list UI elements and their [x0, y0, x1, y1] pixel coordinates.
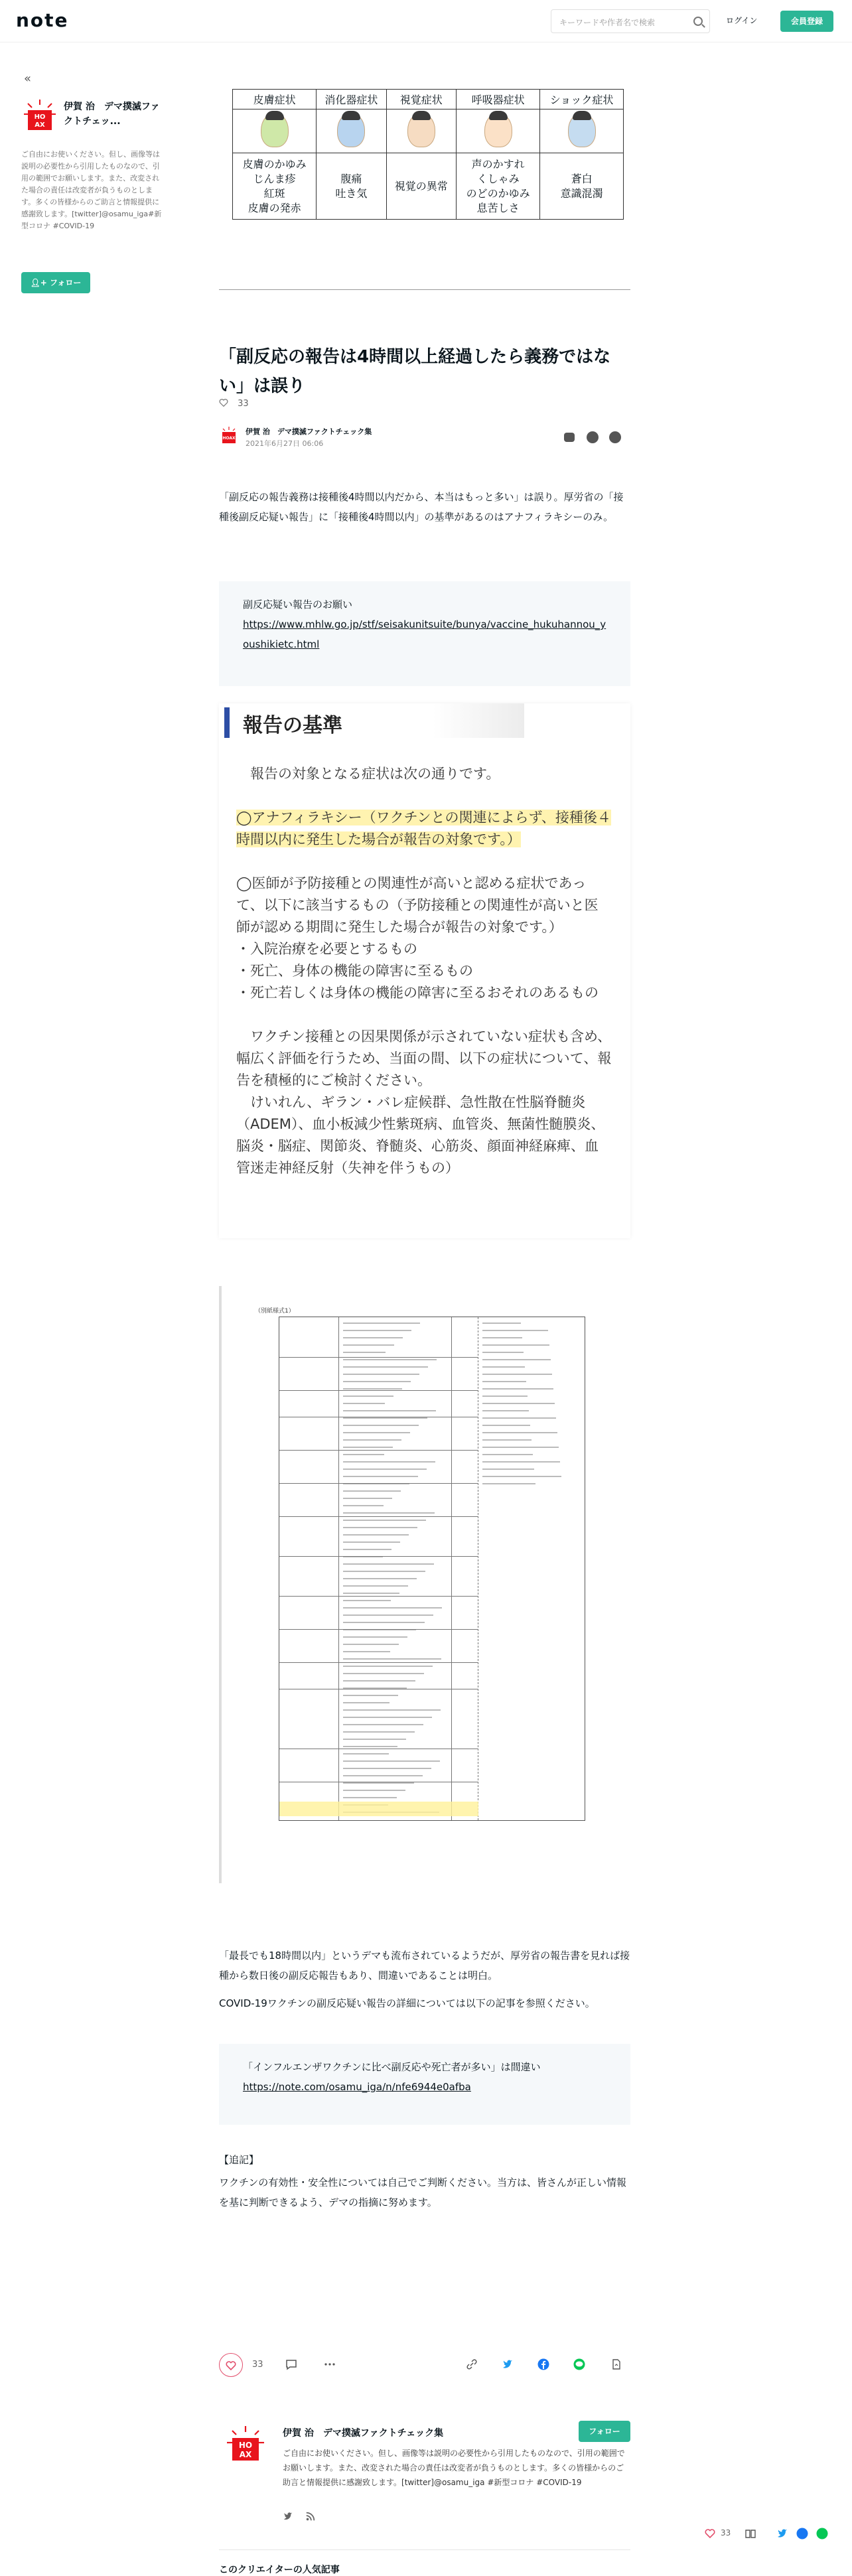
form-text-line	[343, 1447, 393, 1448]
form-text-line	[343, 1403, 385, 1404]
form-text-line	[343, 1658, 441, 1660]
floating-action-bar	[698, 2523, 831, 2544]
body-paragraph: 「最長でも18時間以内」というデマも流布されているようだが、厚労省の報告書を見れば接種から数日後の副反応報告もあり、間違いであることは明白。	[219, 1950, 630, 1981]
form-text-line	[343, 1717, 432, 1718]
note-logo[interactable]: note	[16, 9, 69, 31]
excerpt-paragraph: ワクチン接種との因果関係が示されていない症状も含め、幅広く評価を行うため、当面の間、以下の症状について、報告を積極的にご検討ください。	[236, 1029, 612, 1088]
link-url[interactable]: https://www.mhlw.go.jp/stf/seisakunitsuite/bunya/vaccine_hukuhannou_youshikietc.html	[243, 618, 606, 650]
symptom-illustration	[386, 109, 456, 153]
form-text-line	[482, 1476, 561, 1477]
form-text-line	[482, 1439, 532, 1441]
excerpt-title: 報告の基準	[243, 714, 342, 737]
form-text-line	[343, 1534, 409, 1536]
avatar-logo-text: HO	[238, 2441, 253, 2450]
form-text-line	[482, 1323, 521, 1324]
person-plus-icon: 👤︎+	[30, 278, 47, 287]
form-text-line	[343, 1782, 414, 1784]
article-title: 「副反応の報告は4時間以上経過したら義務ではない」は誤り	[219, 347, 611, 396]
symptom-header: 視覚症状	[386, 90, 456, 109]
symptom-header: 皮膚症状	[233, 90, 317, 109]
form-text-line	[343, 1388, 402, 1390]
form-text-line	[343, 1571, 425, 1572]
intro-paragraph: 「副反応の報告義務は接種後4時間以内だから、本当はもっと多い」は誤り。厚労省の「接種後副反応疑い報告」に「接種後4時間以内」の基準があるのはアナフィラキシーのみ。	[219, 491, 624, 523]
link-card[interactable]	[219, 581, 630, 686]
form-text-line	[343, 1527, 417, 1528]
form-text-line	[482, 1366, 525, 1368]
form-row-separator	[279, 1556, 478, 1557]
copy-link-icon[interactable]	[466, 2358, 478, 2370]
follow-label: フォロー	[50, 278, 82, 287]
form-text-line	[482, 1410, 529, 1411]
form-text-line	[343, 1666, 433, 1667]
form-row-separator	[279, 1357, 478, 1358]
form-text-line	[343, 1520, 426, 1521]
creator-bio: ご自由にお使いください。但し、画像等は説明の必要性から引用したものなので、引用の範囲でお願いします。また、改変された場合の責任は改変者が負うものとします。多くの皆様からのご助言と情報提供に感謝致します。[twitter]@osamu_iga#新型コロナ #COVID-19	[21, 150, 162, 230]
symptom-description: 蒼白 意識混濁	[540, 153, 624, 220]
symptom-table	[232, 89, 624, 220]
search-placeholder: キーワードや作者名で検索	[559, 18, 656, 27]
comment-icon[interactable]	[285, 2358, 297, 2370]
author-avatar[interactable]	[219, 425, 239, 445]
symptom-illustration	[317, 109, 386, 153]
addendum-heading: 【追記】	[219, 2154, 259, 2166]
form-text-line	[343, 1352, 386, 1353]
author-card-name[interactable]: 伊賀 治 デマ撲滅ファクトチェック集	[283, 2428, 444, 2439]
cough-face-illustration	[484, 113, 512, 147]
magazine-icon[interactable]	[745, 2528, 756, 2540]
svg-text:HO: HO	[34, 113, 46, 121]
publish-date: 2021年6月27日 06:06	[246, 439, 324, 448]
form-text-line	[482, 1403, 555, 1404]
symptom-description: 皮膚のかゆみ じんま疹 紅斑 皮膚の発赤	[233, 153, 317, 220]
form-text-line	[343, 1636, 407, 1638]
form-row-separator	[279, 1629, 478, 1630]
author-name[interactable]: 伊賀 治 デマ撲滅ファクトチェック集	[246, 427, 372, 436]
form-highlight	[279, 1802, 478, 1816]
form-text-line	[482, 1417, 556, 1419]
excerpt-heading	[219, 703, 524, 738]
form-text-line	[343, 1549, 391, 1550]
more-options-icon[interactable]	[324, 2358, 336, 2370]
symptom-description: 声のかすれ くしゃみ のどのかゆみ 息苦しさ	[456, 153, 539, 220]
site-header	[0, 0, 852, 42]
form-text-line	[343, 1541, 400, 1543]
form-text-line	[343, 1622, 425, 1623]
symptom-header: ショック症状	[540, 90, 624, 109]
form-text-line	[343, 1468, 427, 1470]
form-column	[452, 1317, 478, 1820]
form-text-line	[343, 1680, 415, 1682]
heart-icon	[226, 2360, 236, 2371]
body-paragraph: COVID-19ワクチンの副反応疑い報告の詳細については以下の記事を参照ください。	[219, 1997, 595, 2009]
form-text-line	[343, 1585, 408, 1587]
quoted-excerpt-image	[219, 703, 630, 1238]
form-text-line	[343, 1768, 431, 1769]
heart-icon[interactable]	[705, 2528, 715, 2539]
addendum-paragraph: ワクチンの有効性・安全性については自己でご判断ください。当方は、皆さんが正しい情報を基に判断できるよう、デマの指摘に努めます。	[219, 2177, 626, 2208]
heart-icon	[219, 398, 228, 407]
form-text-line	[482, 1461, 560, 1463]
itchy-face-illustration	[261, 113, 289, 147]
excerpt-bullet: ・死亡、身体の機能の障害に至るもの	[236, 963, 473, 979]
line-icon[interactable]	[573, 2358, 585, 2370]
form-text-line	[343, 1344, 394, 1346]
facebook-icon[interactable]	[537, 2358, 549, 2370]
line-icon[interactable]	[816, 2528, 828, 2540]
excerpt-bullet: ・死亡若しくは身体の機能の障害に至るおそれのあるもの	[236, 985, 599, 1001]
excerpt-bullet: ・入院治療を必要とするもの	[236, 941, 417, 957]
creator-avatar[interactable]	[21, 97, 58, 134]
form-text-line	[482, 1344, 549, 1346]
creator-name[interactable]: 伊賀 治 デマ撲滅ファクトチェッ...	[64, 102, 160, 127]
symptom-header: 消化器症状	[317, 90, 386, 109]
symptom-header: 呼吸器症状	[456, 90, 539, 109]
form-text-line	[482, 1381, 526, 1382]
twitter-icon[interactable]	[502, 2358, 514, 2370]
form-text-line	[343, 1381, 411, 1382]
form-text-line	[343, 1790, 405, 1791]
form-text-line	[482, 1483, 535, 1484]
form-text-line	[482, 1374, 552, 1375]
form-text-line	[482, 1352, 524, 1353]
form-row-separator	[279, 1450, 478, 1451]
form-text-line	[482, 1359, 551, 1360]
form-text-line	[343, 1746, 397, 1747]
form-text-line	[343, 1454, 384, 1455]
form-text-line	[482, 1337, 522, 1338]
form-text-line	[343, 1505, 384, 1506]
form-text-line	[343, 1498, 392, 1499]
line-icon[interactable]	[609, 431, 621, 443]
form-text-line	[343, 1709, 441, 1711]
svg-text:AX: AX	[35, 121, 45, 129]
twitter-icon[interactable]	[283, 2511, 293, 2522]
share-icons	[564, 431, 630, 445]
form-text-line	[343, 1395, 393, 1397]
form-text-line	[343, 1673, 424, 1674]
form-label: （別紙様式1）	[255, 1308, 295, 1315]
excerpt-symptom-list: けいれん、ギラン・バレ症候群、急性散在性脳脊髄炎（ADEM）、血小板減少性紫斑病、血管炎、無菌性髄膜炎、脳炎・脳症、関節炎、脊髄炎、心筋炎、顔面神経麻痺、血管迷走神経反射（失神を伴うもの）	[236, 1094, 605, 1176]
author-card-bio: ご自由にお使いください。但し、画像等は説明の必要性から引用したものなので、引用の範囲でお願いします。また、改変された場合の責任は改変者が負うものとします。多くの皆様からのご助言と情報提供に感謝致します。[twitter]@osamu_iga #新型コロナ #COVID-19	[283, 2449, 625, 2487]
heading-accent-bar	[224, 707, 230, 738]
form-text-line	[482, 1454, 533, 1455]
follow-button[interactable]	[21, 272, 90, 293]
form-text-line	[343, 1739, 406, 1740]
form-text-line	[343, 1731, 415, 1733]
form-text-line	[343, 1563, 434, 1565]
report-form-image	[219, 1286, 630, 1883]
rss-icon[interactable]	[305, 2511, 316, 2522]
twitter-icon[interactable]	[564, 433, 575, 442]
form-text-line	[482, 1447, 559, 1448]
form-row-separator	[279, 1516, 478, 1517]
form-text-line	[482, 1425, 530, 1426]
form-row-separator	[279, 1662, 478, 1663]
form-text-line	[343, 1695, 398, 1696]
excerpt-body	[236, 763, 612, 1179]
form-text-line	[343, 1651, 390, 1652]
excerpt-doctor-criteria: ◯医師が予防接種との関連性が高いと認める症状であって、以下に該当するもの（予防接種との関連性が高いと医師が認める期間に発生した場合が報告の対象です。）	[236, 875, 599, 935]
form-text-line	[343, 1476, 418, 1477]
form-text-line	[343, 1337, 403, 1338]
link-title: 副反応疑い報告のお願い	[243, 599, 353, 610]
symptom-illustration	[456, 109, 539, 153]
follow-button[interactable]: フォロー	[579, 2421, 630, 2442]
form-text-line	[482, 1388, 553, 1390]
vision-face-illustration	[407, 113, 435, 147]
form-text-line	[343, 1797, 397, 1798]
likes-summary[interactable]	[219, 398, 249, 409]
form-text-line	[343, 1512, 435, 1514]
excerpt-intro: 報告の対象となる症状は次の通りです。	[250, 766, 500, 782]
symptom-illustration	[233, 109, 317, 153]
author-profile-card	[219, 2410, 630, 2536]
form-text-line	[343, 1753, 389, 1754]
popular-articles-heading: このクリエイターの人気記事	[219, 2565, 340, 2575]
form-text-line	[343, 1330, 411, 1331]
symptom-description: 腹痛 吐き気	[317, 153, 386, 220]
like-button[interactable]	[219, 2353, 243, 2377]
facebook-icon[interactable]	[587, 431, 599, 443]
link-title: 「インフルエンザワクチンに比べ副反応や死亡者が多い」は間違い	[243, 2061, 541, 2073]
form-text-line	[343, 1775, 423, 1776]
form-row-separator	[279, 1483, 478, 1484]
svg-text:HOAX: HOAX	[222, 436, 236, 441]
form-text-line	[343, 1323, 420, 1324]
author-card-avatar[interactable]	[226, 2425, 265, 2465]
search-icon[interactable]	[693, 17, 703, 26]
form-text-line	[343, 1578, 417, 1579]
form-text-line	[343, 1724, 423, 1725]
article-action-bar	[219, 2353, 630, 2380]
author-social-links	[283, 2511, 316, 2524]
form-text-line	[343, 1366, 428, 1368]
symptom-description: 視覚の異常	[386, 153, 456, 220]
embed-icon[interactable]	[610, 2358, 622, 2370]
like-count: 33	[252, 2360, 263, 2370]
like-count: 33	[721, 2528, 731, 2538]
section-divider	[219, 2549, 630, 2550]
form-text-line	[343, 1644, 399, 1645]
form-column	[279, 1317, 339, 1820]
form-text-line	[343, 1425, 419, 1426]
form-text-line	[343, 1410, 436, 1411]
form-text-line	[343, 1702, 390, 1703]
form-text-line	[482, 1432, 557, 1433]
form-text-line	[343, 1607, 442, 1609]
form-row-separator	[279, 1390, 478, 1391]
form-text-line	[343, 1417, 427, 1419]
form-text-line	[343, 1359, 437, 1360]
form-text-line	[482, 1330, 548, 1331]
highlight-text: ◯アナフィラキシー（ワクチンとの関連によらず、接種後４時間以内に発生した場合が報告の対象です。）	[236, 810, 611, 847]
form-text-line	[343, 1760, 440, 1762]
twitter-icon[interactable]	[776, 2528, 788, 2540]
form-text-line	[343, 1600, 391, 1601]
pale-face-illustration	[568, 113, 596, 147]
collapse-sidebar-icon[interactable]: «	[24, 72, 32, 86]
form-row-separator	[279, 1596, 478, 1597]
likes-count: 33	[238, 399, 249, 409]
link-url[interactable]: https://note.com/osamu_iga/n/nfe6944e0afba	[243, 2081, 471, 2093]
excerpt-highlight	[236, 807, 612, 851]
form-text-line	[343, 1374, 419, 1375]
form-text-line	[343, 1614, 433, 1616]
nausea-face-illustration	[337, 113, 365, 147]
signup-button[interactable]: 会員登録	[780, 11, 833, 32]
avatar-logo-text: AX	[239, 2450, 252, 2459]
form-text-line	[343, 1439, 401, 1441]
search-input[interactable]	[551, 9, 710, 33]
article-divider	[219, 289, 630, 290]
form-text-line	[343, 1593, 399, 1594]
form-text-line	[343, 1490, 401, 1492]
symptom-illustration	[540, 109, 624, 153]
link-card[interactable]	[219, 2044, 630, 2125]
form-column	[339, 1317, 452, 1820]
form-text-line	[482, 1468, 534, 1470]
form-text-line	[343, 1461, 435, 1463]
login-link[interactable]: ログイン	[726, 16, 758, 25]
form-text-line	[343, 1432, 410, 1433]
facebook-icon[interactable]	[796, 2528, 808, 2540]
form-text-line	[482, 1395, 528, 1397]
report-form-page	[279, 1317, 585, 1821]
